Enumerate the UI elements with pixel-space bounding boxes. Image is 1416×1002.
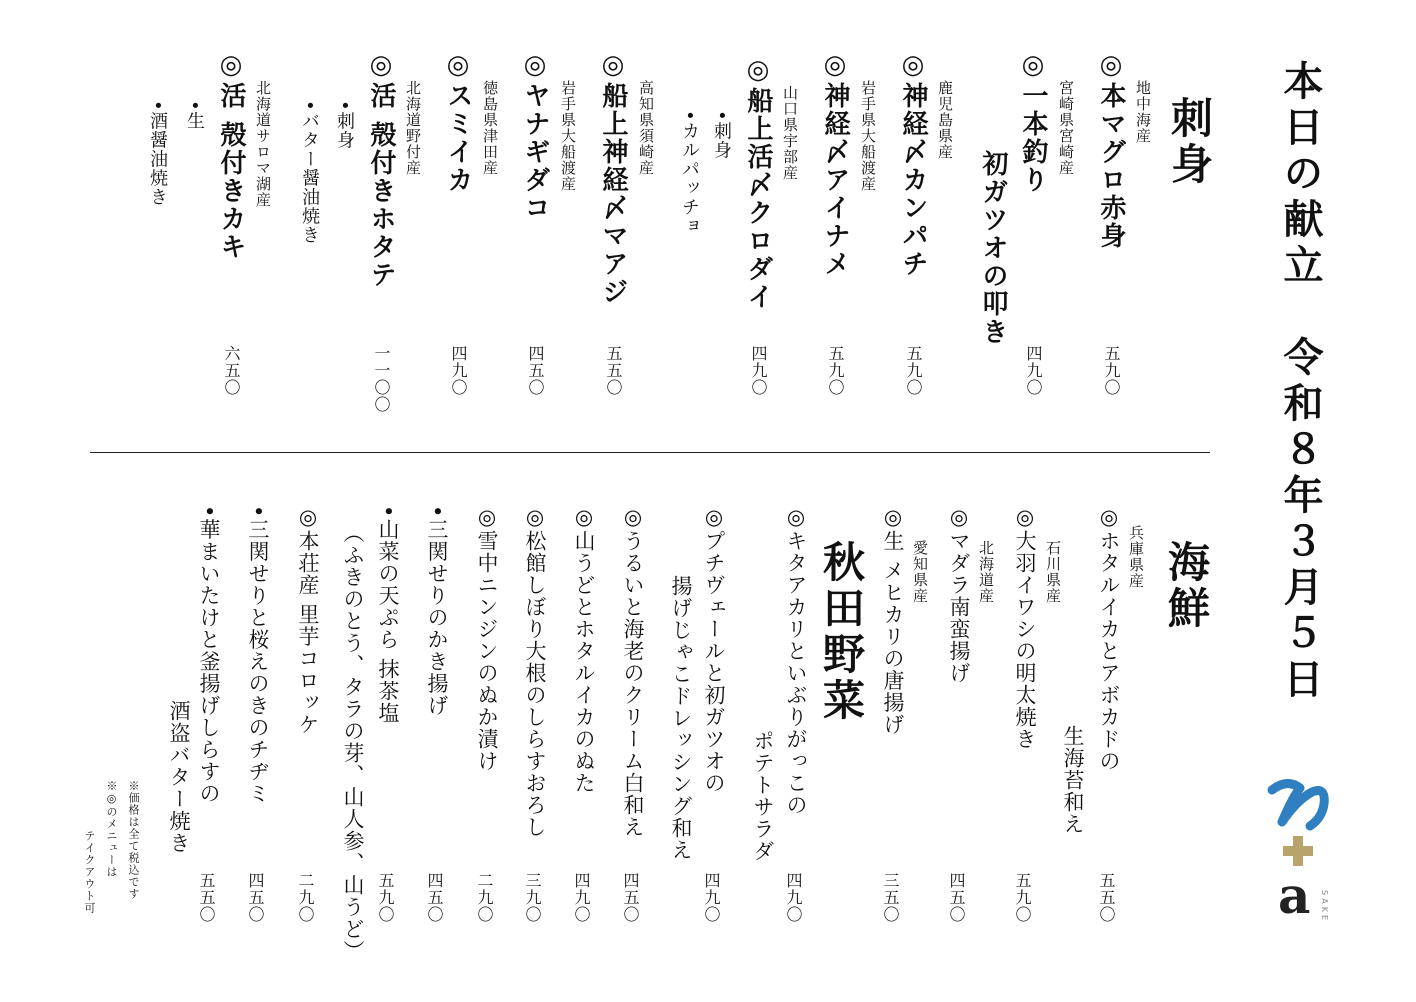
- menu-item-line2: ポテトサラダ: [751, 730, 775, 862]
- logo-caption: SAKE: [1320, 890, 1329, 923]
- price: 五九〇: [1102, 345, 1121, 396]
- menu-item-line2: 初ガツオの叩き: [978, 150, 1008, 346]
- price: 四九〇: [449, 345, 468, 396]
- menu-item: ◎プチヴェールと初ガツオの: [702, 505, 726, 794]
- menu-item-line2: 揚げじゃこドレッシング和え: [669, 575, 693, 861]
- logo-letter: a: [1278, 866, 1311, 925]
- origin-label: 岩手県大船渡産: [559, 80, 577, 192]
- menu-item-line2: （ふきのとう、タラの芽、山人参、山うど）: [341, 522, 365, 962]
- origin-label: 高知県須崎産: [637, 80, 655, 176]
- sub-option: •酒醤油焼き: [147, 100, 168, 207]
- menu-item: ◎うるいと海老のクリーム白和え: [621, 505, 645, 838]
- note-tax: ※価格は全て税込です: [127, 780, 140, 900]
- price: 四五〇: [621, 872, 640, 923]
- price: 四九〇: [1024, 345, 1043, 396]
- section-heading-sashimi: 刺身: [1165, 96, 1214, 188]
- shop-logo: [1262, 770, 1337, 940]
- sub-option: •カルパッチョ: [679, 110, 700, 236]
- origin-label: 宮崎県宮崎産: [1057, 80, 1075, 176]
- menu-item: ◎本マグロ赤身: [1096, 50, 1126, 250]
- price: 三九〇: [523, 872, 542, 923]
- price: 五九〇: [376, 872, 395, 923]
- origin-label: 地中海産: [1134, 80, 1152, 144]
- menu-item: •三関せりと桜えのきのチヂミ: [246, 505, 270, 805]
- price: 二九〇: [296, 872, 315, 923]
- menu-item: ◎活 殻付きホタテ: [366, 50, 396, 290]
- sub-option: •生: [184, 100, 205, 131]
- menu-item: •山菜の天ぷら 抹茶塩: [376, 505, 400, 725]
- price: 二九〇: [475, 872, 494, 923]
- section-heading-seafood: 海鮮: [1162, 540, 1211, 632]
- menu-item: ◎マダラ南蛮揚げ: [947, 505, 971, 684]
- price: 五九〇: [826, 345, 845, 396]
- origin-label: 北海道産: [977, 540, 995, 604]
- price: 四五〇: [947, 872, 966, 923]
- menu-item: ◎生 メヒカリの唐揚げ: [881, 505, 905, 736]
- price: 五五〇: [197, 872, 216, 923]
- page-title: 本日の献立 令和８年３月５日: [1277, 60, 1324, 704]
- menu-item: ◎スミイカ: [443, 50, 473, 194]
- menu-item: ◎船上神経〆マアジ: [598, 50, 628, 306]
- menu-item: ◎神経〆カンパチ: [898, 50, 928, 278]
- origin-label: 石川県産: [1044, 540, 1062, 604]
- menu-item: •三関せりのかき揚げ: [425, 505, 449, 717]
- price: 六五〇: [222, 345, 241, 396]
- sub-option: •バター醤油焼き: [299, 100, 320, 245]
- price: 四五〇: [246, 872, 265, 923]
- sub-option: •刺身: [711, 110, 732, 160]
- origin-label: 北海道サロマ湖産: [254, 80, 272, 208]
- menu-item: ◎ホタルイカとアボカドの: [1097, 505, 1121, 772]
- price: 四九〇: [572, 872, 591, 923]
- menu-item: ◎船上活〆クロダイ: [743, 55, 773, 311]
- price: 四九〇: [749, 345, 768, 396]
- price: 五五〇: [604, 345, 623, 396]
- price: 四九〇: [784, 872, 803, 923]
- note-takeout-2: テイクアウト可: [83, 830, 96, 914]
- price: 五九〇: [1013, 872, 1032, 923]
- price: 四五〇: [526, 345, 545, 396]
- price: 四五〇: [425, 872, 444, 923]
- note-takeout: ※◎のメニューは: [105, 780, 118, 878]
- sub-option: •刺身: [334, 100, 355, 150]
- menu-item: ◎一本釣り: [1018, 50, 1048, 194]
- menu-item: ◎活 殻付きカキ: [216, 50, 246, 262]
- section-heading-akita: 秋田野菜: [817, 540, 866, 724]
- price: 五九〇: [904, 345, 923, 396]
- price: 一一〇〇: [372, 345, 391, 413]
- origin-label: 鹿児島県産: [936, 80, 954, 160]
- origin-label: 岩手県大船渡産: [859, 80, 877, 192]
- menu-item: ◎神経〆アイナメ: [820, 50, 850, 278]
- origin-label: 愛知県産: [911, 540, 929, 604]
- origin-label: 北海道野付産: [404, 80, 422, 176]
- menu-item: ◎山うどとホタルイカのぬた: [572, 505, 596, 794]
- menu-item-line2: 酒盗バター焼き: [167, 700, 191, 854]
- menu-item: ◎松館しぼり大根のしらすおろし: [523, 505, 547, 838]
- origin-label: 兵庫県産: [1127, 525, 1145, 589]
- price: 四九〇: [702, 872, 721, 923]
- menu-item: ◎大羽イワシの明太焼き: [1013, 505, 1037, 750]
- menu-item-line2: 生海苔和え: [1061, 725, 1085, 835]
- menu-item: •華まいたけと釜揚げしらすの: [197, 505, 221, 805]
- origin-label: 徳島県津田産: [481, 80, 499, 176]
- price: 三五〇: [881, 872, 900, 923]
- price: 五五〇: [1097, 872, 1116, 923]
- menu-item: ◎本荘産 里芋コロッケ: [296, 505, 320, 736]
- menu-item: ◎キタアカリといぶりがっこの: [784, 505, 808, 816]
- origin-label: 山口県宇部産: [781, 85, 799, 181]
- menu-item: ◎ヤナギダコ: [520, 50, 550, 222]
- section-divider: [90, 452, 1210, 453]
- menu-item: ◎雪中ニンジンのぬか漬け: [475, 505, 499, 772]
